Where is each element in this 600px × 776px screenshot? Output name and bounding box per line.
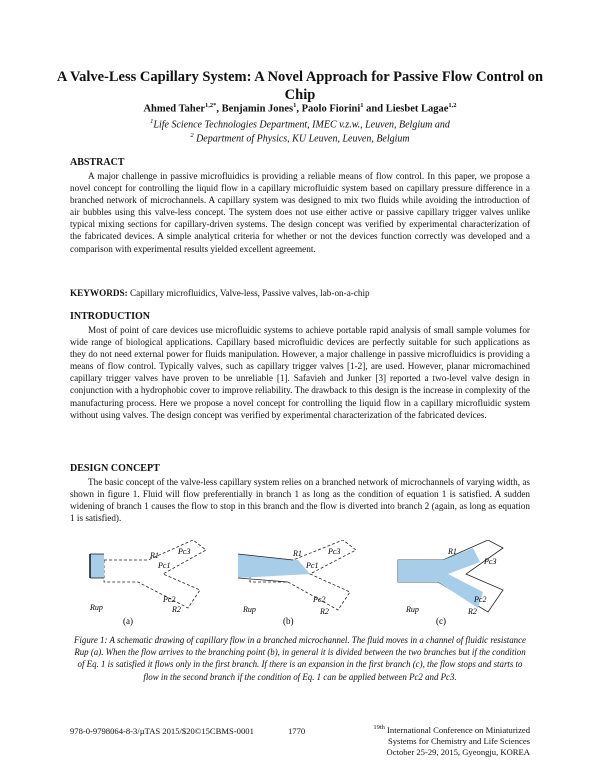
label-pc2: Pc2	[313, 595, 326, 604]
author-list: Ahmed Taher$^{1,2*}$, Benjamin Jones$^1$, Paolo Fiorini$^1$ and Liesbet Lagae$^{1,2}$	[143, 102, 457, 115]
author: Benjamin Jones	[221, 103, 294, 115]
label-rup: Rup	[243, 605, 256, 614]
label-r1: R1	[448, 547, 457, 556]
footer-conference: $^{19th}$ International Conference on Miniaturized Systems for Chemistry and Life Sciences October 25-29, 2015, Gyeongju, KOREA	[373, 724, 530, 757]
label-c: (c)	[436, 616, 446, 626]
author: Paolo Fiorini	[301, 103, 361, 115]
label-r2: R2	[172, 605, 181, 614]
label-b: (b)	[283, 616, 294, 626]
label-pc3: Pc3	[484, 557, 497, 566]
label-r2: R2	[320, 607, 329, 616]
footer-isbn: 978-0-9798064-8-3/µTAS 2015/$20©15CBMS-0001	[70, 726, 254, 736]
label-pc1: Pc1	[158, 561, 171, 570]
panel-a	[89, 540, 206, 626]
introduction-text: Most of point of care devices use microfluidic systems to achieve portable rapid analysis of small sample volumes for wide range of biological applications. Capillary based microfluidic devices are perfectly suitable for such applications as they do not need external power for fluids manipulation. However, a major challenge in passive microfluidics is providing a means of flow control. Typically valves, such as capillary trigger valves [1-2], are used. However, planar micromachined capillary trigger valves have proven to be unreliable [1]. Safavieh and Junker [3] reported a two-level valve design in conjunction with a hydrophobic cover to improve reliability. The drawback to this design is the increase in complexity of the manufacturing process. Here we propose a novel concept for controlling the liquid flow in a capillary microfluidic system without using valves. The design concept was verified by experimental characterization of the fabricated devices.	[70, 325, 530, 420]
page-number: 1770	[288, 726, 306, 736]
label-r1: R1	[293, 549, 302, 558]
figure-caption: Figure 1: A schematic drawing of capillary flow in a branched microchannel. The fluid moves in a channel of fluidic resistance Rup (a). When the flow arrives to the branching point (b), in general it is divided between the two branches but if the condition of Eq. 1 is satisfied it flows only in the first branch. If there is an expansion in the first branch (c), the flow stops and starts to flow in the second branch if the condition of Eq. 1 can be applied between Pc2 and Pc3.	[74, 635, 526, 682]
abstract-heading: ABSTRACT	[70, 157, 125, 168]
label-pc2: Pc2	[163, 595, 176, 604]
figure-1-schematic	[88, 540, 518, 640]
label-rup: Rup	[406, 605, 419, 614]
affiliation-1: $^1$Life Science Technologies Department, IMEC v.z.w., Leuven, Belgium and	[150, 118, 450, 131]
panel-b	[238, 540, 356, 626]
label-pc3: Pc3	[178, 547, 191, 556]
label-rup: Rup	[90, 603, 103, 612]
label-pc1: Pc1	[306, 561, 319, 570]
author: Ahmed Taher	[143, 103, 206, 115]
panel-c	[398, 540, 503, 626]
design-heading: DESIGN CONCEPT	[70, 463, 160, 474]
label-r2: R2	[468, 607, 477, 616]
label-pc3: Pc3	[328, 547, 341, 556]
keywords: KEYWORDS: Capillary microfluidics, Valve-less, Passive valves, lab-on-a-chip	[70, 288, 370, 298]
label-r1: R1	[150, 551, 159, 560]
affiliation-2: $^2$ Department of Physics, KU Leuven, Leuven, Belgium	[190, 132, 410, 145]
paper-title: A Valve-Less Capillary System: A Novel Approach for Passive Flow Control on Chip	[56, 69, 544, 103]
author: Liesbet Lagae	[385, 103, 449, 115]
abstract-text: A major challenge in passive microfluidics is providing a reliable means of flow control. In this paper, we propose a novel concept for controlling the liquid flow in a capillary microfluidic system based on capillary pressure difference in a branched network of microchannels. A capillary system was designed to mix two fluids while avoiding the introduction of air bubbles using this valve-less concept. The system does not use either active or passive capillary trigger valves unlike typical mixing sections for capillary-driven systems. The design concept was verified by experimental characterization of the fabricated devices. A simple analytical criteria for whether or not the devices function correctly was developed and a comparison with experimental results yielded excellent agreement.	[70, 171, 530, 254]
label-a: (a)	[123, 616, 133, 626]
introduction-heading: INTRODUCTION	[70, 311, 151, 322]
design-text: The basic concept of the valve-less capillary system relies on a branched network of microchannels of varying width, as shown in figure 1. Fluid will flow preferentially in branch 1 as long as the condition of equation 1 is satisfied. A sudden widening of branch 1 causes the flow to stop in this branch and the flow is diverted into branch 2 (again, as long as equation 1 is satisfied).	[70, 477, 530, 524]
label-pc2: Pc2	[474, 595, 487, 604]
